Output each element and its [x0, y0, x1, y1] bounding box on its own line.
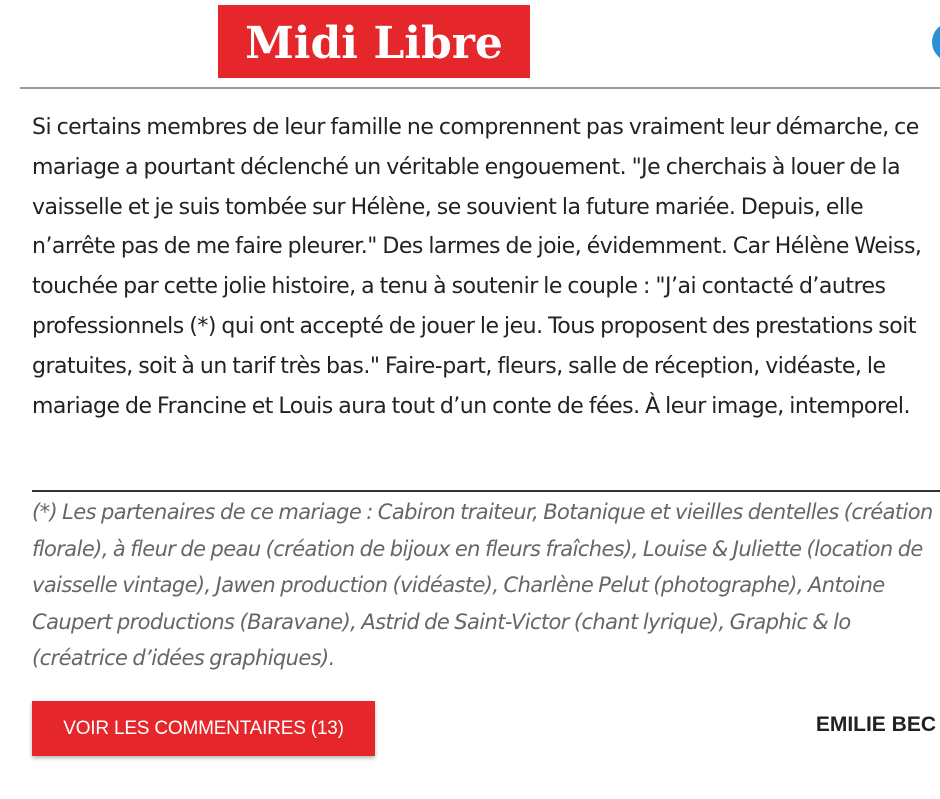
article-body [32, 108, 932, 426]
view-comments-label: VOIR LES COMMENTAIRES (13) [63, 717, 344, 739]
author-name: EMILIE BEC [815, 713, 936, 736]
blue-circle-icon[interactable] [932, 22, 940, 62]
partners-note [32, 494, 937, 677]
header-divider [20, 87, 940, 89]
view-comments-button[interactable] [32, 701, 375, 756]
article-paragraph: Si certains membres de leur famille ne comprennent pas vraiment leur démarche, ce mariage a pourtant déclenché un véritable engouement. "Je cherchais à louer de la vaisselle et je suis tombée sur Hélène, se souvient la future mariée. Depuis, elle n’arrête pas de me faire pleurer." Des larmes de joie, évidemment. Car Hélène Weiss, touchée par cette jolie histoire, a tenu à soutenir le couple : "J’ai contacté d’autres professionnels (*) qui ont accepté de jouer le jeu. Tous proposent des prestations soit gratuites, soit à un tarif très bas." Faire-part, fleurs, salle de réception, vidéaste, le mariage de Francine et Louis aura tout d’un conte de fées. À leur image, intemporel. [32, 115, 922, 419]
site-header [0, 0, 940, 88]
note-divider [32, 490, 940, 492]
partners-note-text: (*) Les partenaires de ce mariage : Cabiron traiteur, Botanique et vieilles dentelles (création florale), à fleur de peau (création de bijoux en fleurs fraîches), Louise & Juliette (location de vaisselle vintage), Jawen production (vidéaste), Charlène Pelut (photographe), Antoine Caupert productions (Baravane), Astrid de Saint-Victor (chant lyrique), Graphic & lo (créatrice d’idées graphiques). [32, 500, 933, 670]
midi-libre-logo[interactable]: Midi Libre [218, 5, 530, 78]
